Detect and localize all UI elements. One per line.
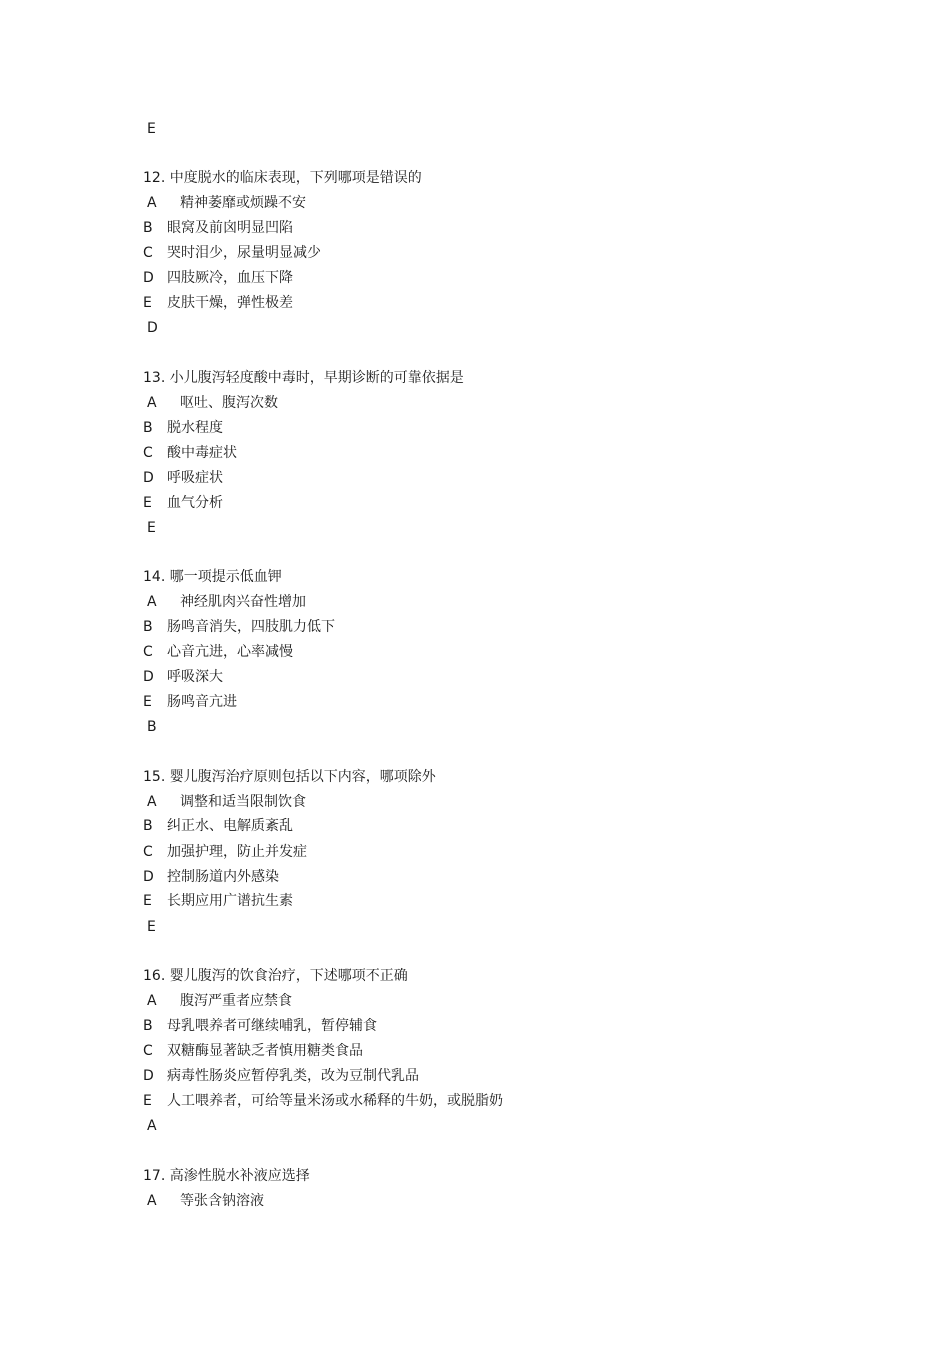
- question-12-stem: 12. 中度脱水的临床表现，下列哪项是错误的: [143, 170, 422, 186]
- q14-option-b: B 肠鸣音消失，四肢肌力低下: [143, 619, 335, 635]
- q14-option-e: E 肠鸣音亢进: [143, 694, 237, 710]
- q12-answer: D: [147, 320, 158, 336]
- q13-option-e: E 血气分析: [143, 495, 223, 511]
- q13-option-a: A 呕吐、腹泻次数: [147, 395, 278, 411]
- q13-option-c: C 酸中毒症状: [143, 445, 237, 461]
- q14-answer: B: [147, 719, 157, 735]
- q15-answer: E: [147, 919, 156, 935]
- q12-option-e: E 皮肤干燥，弹性极差: [143, 295, 293, 311]
- q15-option-b: B 纠正水、电解质紊乱: [143, 818, 293, 834]
- q17-option-a: A 等张含钠溶液: [147, 1193, 264, 1209]
- question-13-stem: 13. 小儿腹泻轻度酸中毒时，早期诊断的可靠依据是: [143, 370, 464, 386]
- q15-option-e: E 长期应用广谱抗生素: [143, 893, 293, 909]
- q16-answer: A: [147, 1118, 157, 1134]
- q13-option-b: B 脱水程度: [143, 420, 223, 436]
- q12-option-c: C 哭时泪少，尿量明显减少: [143, 245, 321, 261]
- q13-answer: E: [147, 520, 156, 536]
- q12-option-a: A 精神萎靡或烦躁不安: [147, 195, 306, 211]
- q16-option-a: A 腹泻严重者应禁食: [147, 993, 292, 1009]
- q12-option-b: B 眼窝及前囟明显凹陷: [143, 220, 293, 236]
- q14-option-d: D 呼吸深大: [143, 669, 223, 685]
- q12-option-d: D 四肢厥冷，血压下降: [143, 270, 293, 286]
- q14-option-c: C 心音亢进，心率减慢: [143, 644, 293, 660]
- question-15-stem: 15. 婴儿腹泻治疗原则包括以下内容，哪项除外: [143, 769, 436, 785]
- question-16-stem: 16. 婴儿腹泻的饮食治疗，下述哪项不正确: [143, 968, 408, 984]
- q15-option-c: C 加强护理，防止并发症: [143, 844, 307, 860]
- q15-option-a: A 调整和适当限制饮食: [147, 794, 306, 810]
- answer-prev: E: [147, 121, 156, 137]
- q16-option-d: D 病毒性肠炎应暂停乳类，改为豆制代乳品: [143, 1068, 419, 1084]
- q13-option-d: D 呼吸症状: [143, 470, 223, 486]
- q14-option-a: A 神经肌肉兴奋性增加: [147, 594, 306, 610]
- q16-option-c: C 双糖酶显著缺乏者慎用糖类食品: [143, 1043, 363, 1059]
- q16-option-e: E 人工喂养者，可给等量米汤或水稀释的牛奶，或脱脂奶: [143, 1093, 503, 1109]
- question-14-stem: 14. 哪一项提示低血钾: [143, 569, 282, 585]
- q16-option-b: B 母乳喂养者可继续哺乳，暂停辅食: [143, 1018, 377, 1034]
- question-17-stem: 17. 高渗性脱水补液应选择: [143, 1168, 310, 1184]
- q15-option-d: D 控制肠道内外感染: [143, 869, 279, 885]
